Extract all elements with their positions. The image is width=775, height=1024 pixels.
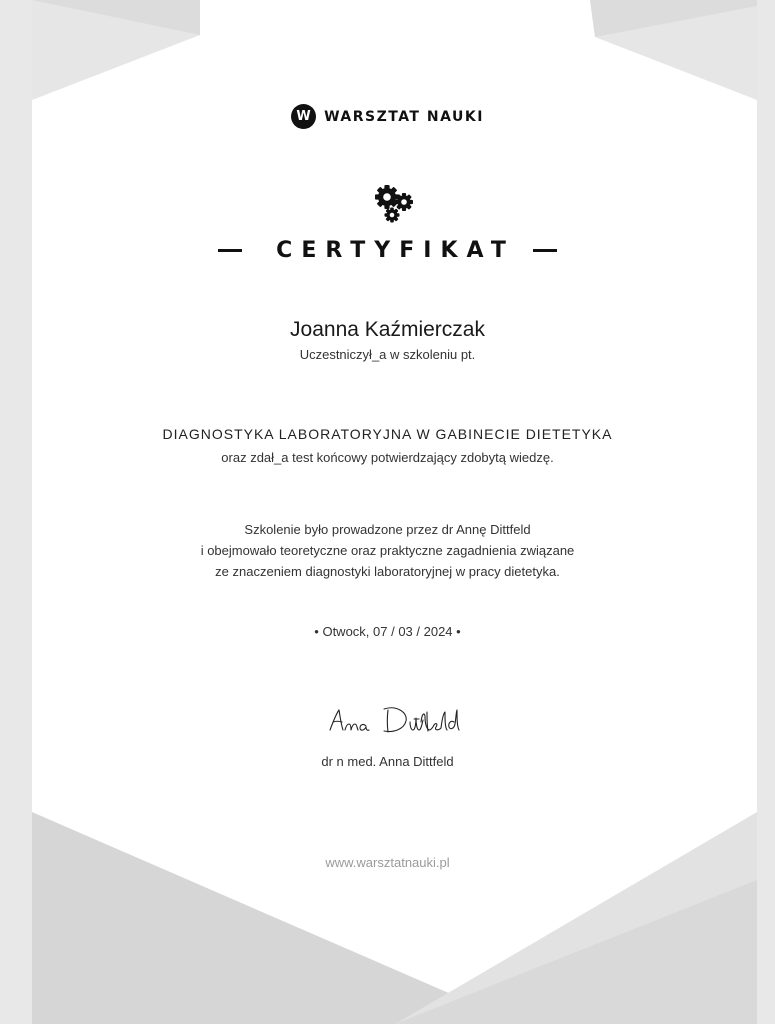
website-link[interactable]: www.warsztatnauki.pl: [325, 855, 450, 870]
signer-name: dr n med. Anna Dittfeld: [321, 754, 454, 769]
brand-name: WARSZTAT NAUKI: [324, 108, 484, 125]
certificate-title-row: [0, 238, 775, 263]
gears-icon: [374, 184, 416, 224]
description-line-2: i obejmowało teoretyczne oraz praktyczne zagadnienia związane: [200, 543, 575, 558]
handwritten-signature: [326, 700, 461, 738]
passed-test-text: oraz zdał_a test końcowy potwierdzający zdobytą wiedzę.: [221, 450, 554, 465]
right-frame-band: [757, 0, 775, 1024]
place-and-date: • Otwock, 07 / 03 / 2024 •: [314, 624, 461, 639]
description-line-3: ze znaczeniem diagnostyki laboratoryjnej w pracy dietetyka.: [215, 564, 560, 579]
description-line-1: Szkolenie było prowadzone przez dr Annę Dittfeld: [244, 522, 531, 537]
brand-logo-icon: W: [291, 104, 316, 129]
title-dash-right: [533, 249, 557, 252]
brand-header: [0, 104, 775, 129]
participation-text: Uczestniczył_a w szkoleniu pt.: [299, 347, 476, 362]
title-dash-left: [218, 249, 242, 252]
recipient-name: Joanna Kaźmierczak: [290, 318, 485, 341]
certificate-title: CERTYFIKAT: [276, 238, 515, 263]
course-title: DIAGNOSTYKA LABORATORYJNA W GABINECIE DIETETYKA: [162, 426, 613, 442]
left-frame-band: [0, 0, 32, 1024]
bottom-left-shape: [32, 812, 520, 1024]
